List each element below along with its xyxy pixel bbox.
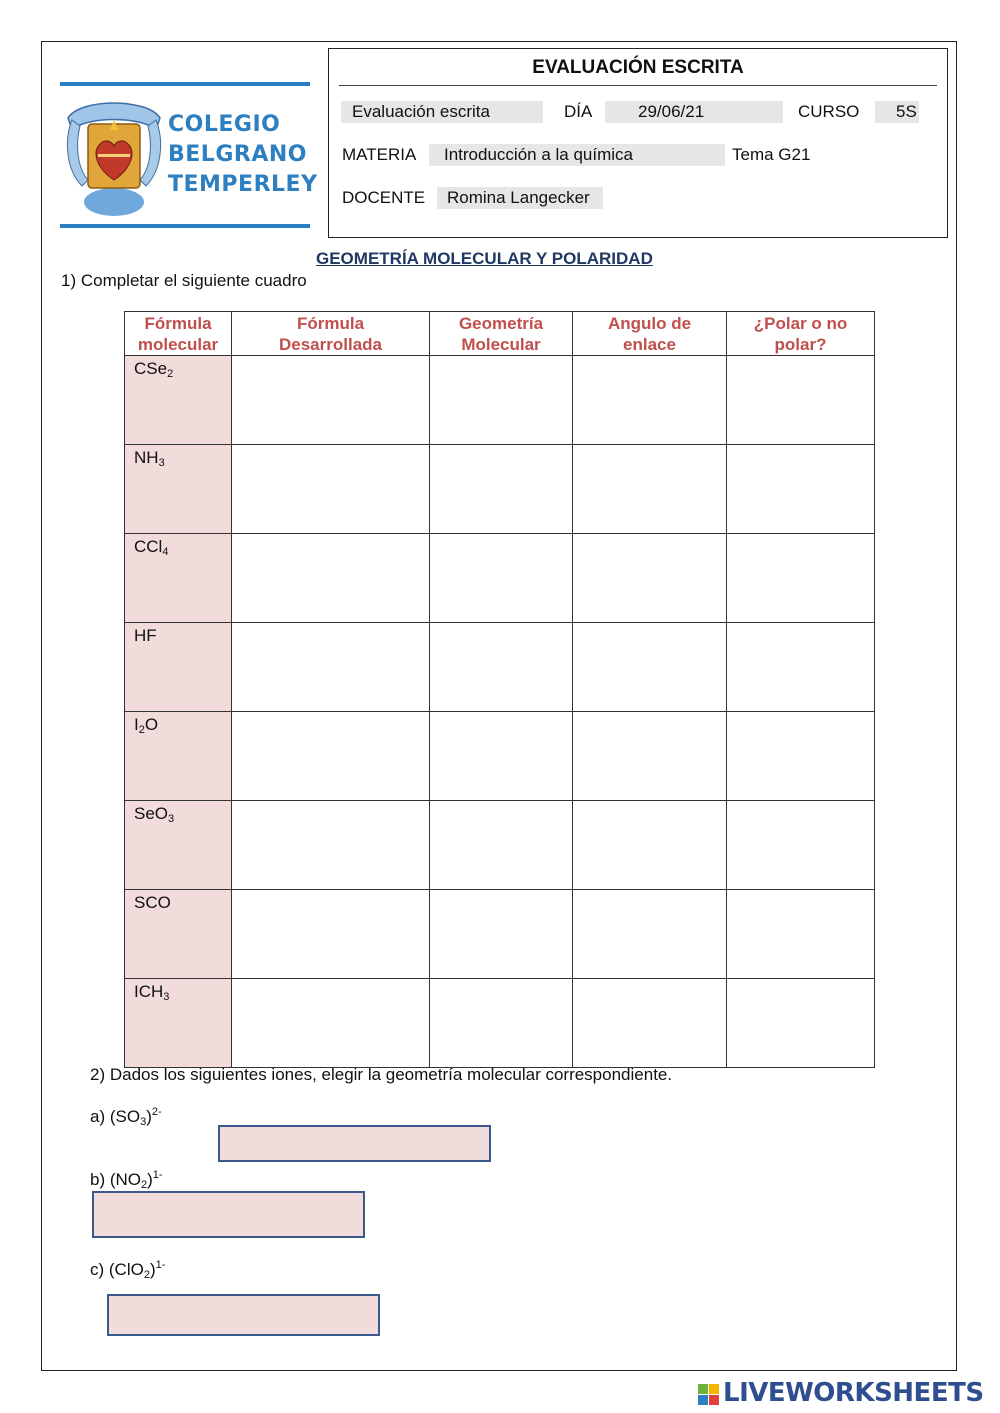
answer-cell-angulo[interactable] xyxy=(573,712,727,801)
answer-cell-geometria[interactable] xyxy=(430,801,573,890)
answer-cell-polar[interactable] xyxy=(727,801,875,890)
answer-cell-desarrollada[interactable] xyxy=(232,712,430,801)
answer-cell-geometria[interactable] xyxy=(430,623,573,712)
brand-text: LIVEWORKSHEETS xyxy=(723,1378,984,1408)
answer-cell-angulo[interactable] xyxy=(573,979,727,1068)
answer-box-b[interactable] xyxy=(92,1191,365,1238)
tema-text: Tema G21 xyxy=(732,145,811,164)
crest-icon xyxy=(62,90,166,222)
ion-label-a: a) $(SO_3)^{2-}$ xyxy=(90,1106,162,1128)
table-row xyxy=(125,890,875,979)
formula-cell: CSe$_2$ xyxy=(125,356,232,445)
answer-cell-geometria[interactable] xyxy=(430,445,573,534)
answer-cell-polar[interactable] xyxy=(727,534,875,623)
dia-field[interactable]: 29/06/21 xyxy=(605,101,783,123)
answer-cell-angulo[interactable] xyxy=(573,356,727,445)
answer-cell-desarrollada[interactable] xyxy=(232,623,430,712)
formula-cell: CCl$_4$ xyxy=(125,534,232,623)
evaluation-type-field[interactable]: Evaluación escrita xyxy=(341,101,543,123)
answer-cell-angulo[interactable] xyxy=(573,890,727,979)
table-row xyxy=(125,979,875,1068)
answer-cell-desarrollada[interactable] xyxy=(232,979,430,1068)
logo-bottom-bar xyxy=(60,224,310,228)
dia-label: DÍA xyxy=(564,102,593,121)
question-2: 2) Dados los siguientes iones, elegir la geometría molecular correspondiente. xyxy=(90,1065,673,1084)
answer-cell-desarrollada[interactable] xyxy=(232,356,430,445)
answer-cell-desarrollada[interactable] xyxy=(232,445,430,534)
answer-cell-polar[interactable] xyxy=(727,356,875,445)
answer-cell-angulo[interactable] xyxy=(573,623,727,712)
answer-cell-angulo[interactable] xyxy=(573,801,727,890)
logo-top-bar xyxy=(60,82,310,86)
header-angulo: Angulo de enlace xyxy=(573,312,727,356)
answer-cell-polar[interactable] xyxy=(727,979,875,1068)
formula-cell: $NH_3$ xyxy=(125,445,232,534)
docente-field[interactable]: Romina Langecker xyxy=(437,187,603,209)
curso-label: CURSO xyxy=(798,102,860,121)
curso-field[interactable]: 5S xyxy=(875,101,919,123)
formula-cell: $ICH_3$ xyxy=(125,979,232,1068)
molecular-table xyxy=(124,311,875,1068)
answer-cell-desarrollada[interactable] xyxy=(232,890,430,979)
school-name xyxy=(168,110,318,200)
header-formula-molecular: Fórmula molecular xyxy=(125,312,232,356)
header-polar: ¿Polar o no polar? xyxy=(727,312,875,356)
formula-cell: SeO$_3$ xyxy=(125,801,232,890)
answer-cell-angulo[interactable] xyxy=(573,445,727,534)
answer-box-c[interactable] xyxy=(107,1294,380,1336)
school-logo xyxy=(60,82,318,228)
formula-cell: HF xyxy=(125,623,232,712)
formula-cell: SCO xyxy=(125,890,232,979)
ion-label-b: b) $(NO_2)^{1-}$ xyxy=(90,1169,163,1191)
materia-label: MATERIA xyxy=(342,145,417,164)
question-1: 1) Completar el siguiente cuadro xyxy=(61,271,307,290)
document-title: GEOMETRÍA MOLECULAR Y POLARIDAD xyxy=(316,249,653,268)
answer-box-a[interactable] xyxy=(218,1125,491,1162)
header-title: EVALUACIÓN ESCRITA xyxy=(339,57,937,86)
table-row xyxy=(125,712,875,801)
evaluation-header xyxy=(328,48,948,238)
answer-cell-desarrollada[interactable] xyxy=(232,801,430,890)
materia-field[interactable]: Introducción a la química xyxy=(429,144,725,166)
answer-cell-polar[interactable] xyxy=(727,445,875,534)
table-row xyxy=(125,534,875,623)
header-formula-desarrollada: Fórmula Desarrollada xyxy=(232,312,430,356)
table-row xyxy=(125,801,875,890)
school-name-line: BELGRANO xyxy=(168,142,307,167)
answer-cell-geometria[interactable] xyxy=(430,890,573,979)
answer-cell-geometria[interactable] xyxy=(430,356,573,445)
answer-cell-polar[interactable] xyxy=(727,623,875,712)
table-row xyxy=(125,356,875,445)
docente-label: DOCENTE xyxy=(342,188,426,207)
table-row xyxy=(125,623,875,712)
formula-cell: $I_2O$ xyxy=(125,712,232,801)
school-name-line: TEMPERLEY xyxy=(168,172,318,197)
ion-label-c: c) $(ClO_2)^{1-}$ xyxy=(90,1259,166,1281)
answer-cell-geometria[interactable] xyxy=(430,712,573,801)
answer-cell-polar[interactable] xyxy=(727,712,875,801)
answer-cell-geometria[interactable] xyxy=(430,534,573,623)
table-header-row xyxy=(125,312,875,356)
answer-cell-polar[interactable] xyxy=(727,890,875,979)
header-geometria: Geometría Molecular xyxy=(430,312,573,356)
table-row xyxy=(125,445,875,534)
answer-cell-desarrollada[interactable] xyxy=(232,534,430,623)
school-name-line: COLEGIO xyxy=(168,112,281,137)
answer-cell-angulo[interactable] xyxy=(573,534,727,623)
liveworksheets-logo-icon xyxy=(698,1384,720,1406)
answer-cell-geometria[interactable] xyxy=(430,979,573,1068)
